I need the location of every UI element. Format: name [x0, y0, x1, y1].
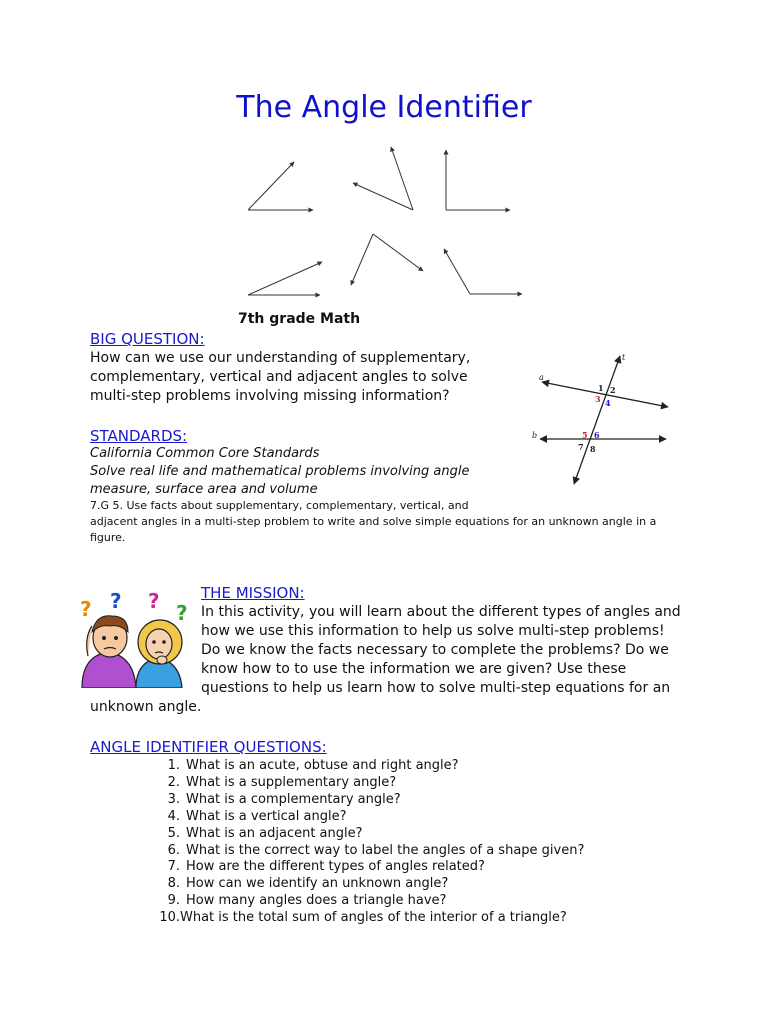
list-item: 4. What is a vertical angle? [167, 808, 347, 824]
label-a: a [539, 373, 544, 382]
boy-figure [82, 616, 136, 688]
list-item: 5. What is an adjacent angle? [167, 825, 363, 841]
big-question-line: complementary, vertical and adjacent angles to solve [90, 369, 468, 385]
angle-label-3: 3 [595, 394, 601, 404]
transversal-diagram [526, 350, 676, 490]
right-angle-1 [446, 150, 510, 210]
angle-label-1: 1 [598, 383, 604, 393]
mission-line: In this activity, you will learn about the different types of angles and [201, 604, 681, 620]
acute-angle-3 [248, 262, 322, 295]
list-item: 1. What is an acute, obtuse and right angle? [167, 758, 459, 773]
big-question-line: multi-step problems involving missing information? [90, 388, 450, 404]
acute-angle-1 [248, 162, 313, 210]
angle-label-7: 7 [578, 442, 584, 452]
mission-line: how we use this information to help us solve multi-step problems! [201, 623, 665, 639]
line-t [574, 356, 620, 484]
angle-label-5: 5 [582, 430, 588, 440]
standards-heading: STANDARDS: [90, 427, 188, 445]
angle-label-6: 6 [594, 430, 600, 440]
standards-line: California Common Core Standards [90, 446, 320, 461]
angle-label-2: 2 [610, 385, 616, 395]
question-mark: ? [80, 597, 92, 621]
list-item: 10. What is the total sum of angles of the interior of a triangle? [159, 910, 567, 926]
standards-detail-line: 7.G 5. Use facts about supplementary, complementary, vertical, and [90, 499, 469, 512]
angle-label-4: 4 [605, 398, 611, 408]
standards-detail [90, 498, 700, 546]
obtuse-angle-1 [444, 249, 522, 294]
standards-detail-line: figure. [90, 531, 126, 544]
grade-label: 7th grade Math [238, 311, 361, 327]
big-question-text [90, 349, 510, 406]
questions-heading: ANGLE IDENTIFIER QUESTIONS: [90, 738, 327, 756]
list-item: 8. How can we identify an unknown angle? [167, 876, 449, 892]
question-mark: ? [148, 589, 160, 613]
standards-line: measure, surface area and volume [90, 482, 318, 497]
mission-heading: THE MISSION: [201, 584, 305, 602]
questions-list [158, 758, 698, 927]
mission-text [201, 603, 691, 698]
standards-italic [90, 445, 490, 499]
mission-line: Do we know the facts necessary to complete the problems? Do we [201, 642, 669, 658]
acute-angle-2 [353, 147, 413, 210]
question-mark: ? [110, 589, 122, 613]
list-item: 9. How many angles does a triangle have? [167, 893, 447, 909]
mission-line: questions to help us learn how to solve multi-step equations for an [201, 680, 671, 696]
page-title: The Angle Identifier [236, 90, 532, 125]
angle-label-8: 8 [590, 444, 596, 454]
list-item: 6. What is the correct way to label the angles of a shape given? [167, 842, 585, 858]
angle-examples [240, 140, 540, 305]
question-mark: ? [176, 601, 188, 625]
label-b: b [532, 431, 538, 440]
mission-last-line: unknown angle. [90, 699, 202, 715]
girl-figure [136, 620, 182, 688]
label-t: t [622, 353, 626, 362]
big-question-line: How can we use our understanding of supplementary, [90, 350, 471, 366]
list-item: 2. What is a supplementary angle? [167, 774, 397, 790]
list-item: 7. How are the different types of angles related? [167, 859, 485, 875]
list-item: 3. What is a complementary angle? [167, 791, 401, 807]
standards-detail-line: adjacent angles in a multi-step problem to write and solve simple equations for an unknown angle in a [90, 515, 657, 528]
big-question-heading: BIG QUESTION: [90, 330, 205, 348]
standards-line: Solve real life and mathematical problems involving angle [90, 464, 470, 479]
mission-line: know how to to use the information we are given? Use these [201, 661, 627, 677]
confused-kids-clipart [78, 586, 198, 688]
acute-angle-4 [351, 234, 423, 285]
